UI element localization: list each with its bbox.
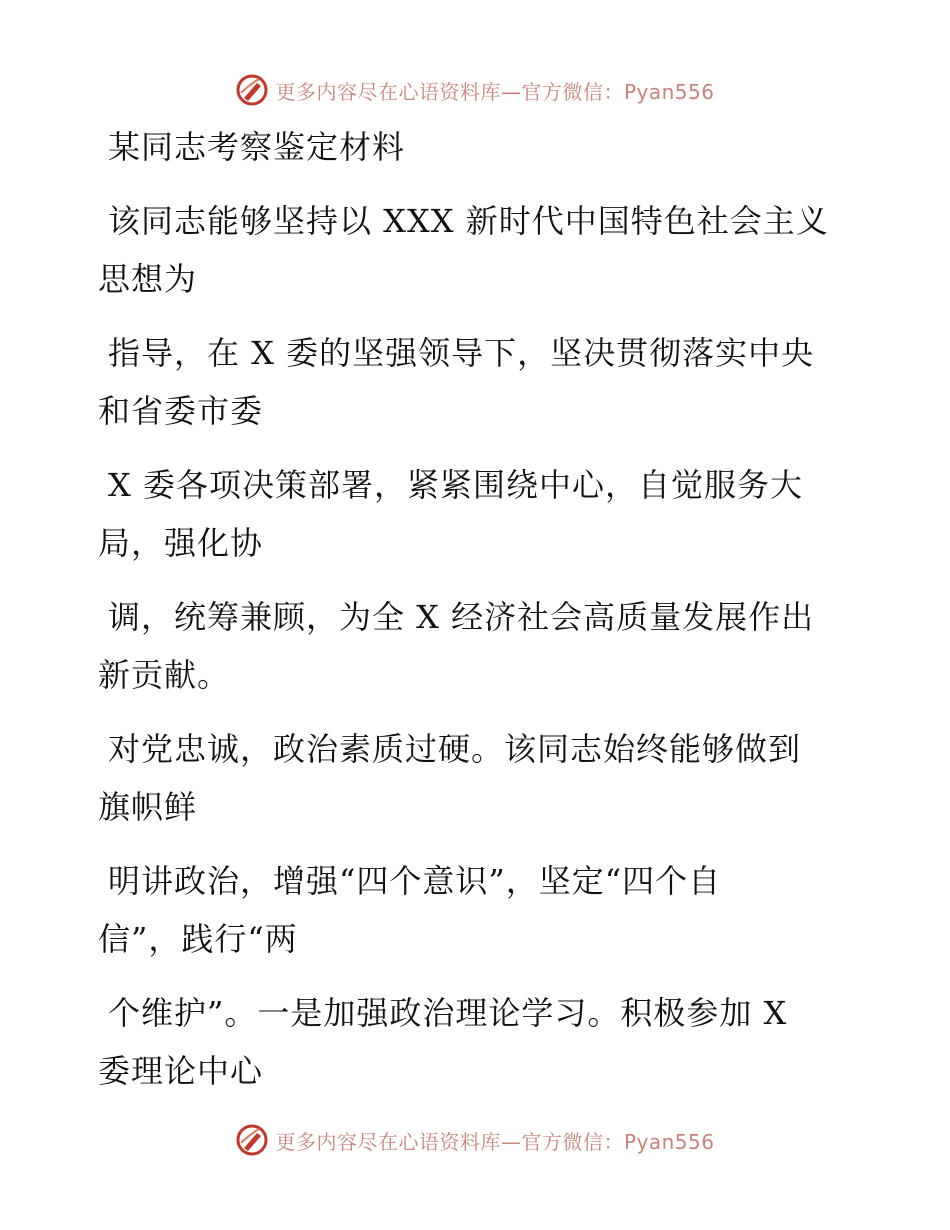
paragraph: [98, 192, 858, 308]
watermark-footer: [0, 1120, 950, 1160]
paragraph-line: 和省委市委: [98, 392, 264, 430]
pen-logo-icon: [235, 73, 269, 107]
paragraph-line: 该同志能够坚持以 XXX 新时代中国特色社会主义: [108, 202, 829, 240]
paragraph-line: 局，强化协: [98, 524, 264, 562]
paragraph-line: 调，统筹兼顾，为全 X 经济社会高质量发展作出: [108, 598, 815, 636]
document-body: [98, 118, 858, 1100]
paragraph: [98, 588, 858, 704]
paragraph-line: 思想为: [98, 260, 198, 298]
paragraph-line: 个维护”。一是加强政治理论学习。积极参加 X: [108, 994, 788, 1032]
watermark-text: 更多内容尽在心语资料库—官方微信：Pyan556: [275, 79, 715, 104]
paragraph-line: 指导，在 X 委的坚强领导下，坚决贯彻落实中央: [108, 334, 815, 372]
paragraph-line: 旗帜鲜: [98, 788, 198, 826]
paragraph-line: 新贡献。: [98, 656, 231, 694]
paragraph-line: X 委各项决策部署，紧紧围绕中心，自觉服务大: [108, 466, 803, 504]
paragraph: [98, 852, 858, 968]
paragraph: [98, 720, 858, 836]
paragraph-line: 信”，践行“两: [98, 920, 298, 958]
watermark-header: [0, 70, 950, 110]
paragraph: [98, 456, 858, 572]
paragraph-line: 明讲政治，增强“四个意识”，坚定“四个自: [108, 862, 722, 900]
paragraph: [98, 984, 858, 1100]
document-title: 某同志考察鉴定材料: [108, 128, 406, 166]
paragraph-line: 委理论中心: [98, 1052, 264, 1090]
paragraph-line: 对党忠诚，政治素质过硬。该同志始终能够做到: [108, 730, 802, 768]
paragraph: [98, 324, 858, 440]
pen-logo-icon: [235, 1123, 269, 1157]
watermark-text: 更多内容尽在心语资料库—官方微信：Pyan556: [275, 1129, 715, 1154]
